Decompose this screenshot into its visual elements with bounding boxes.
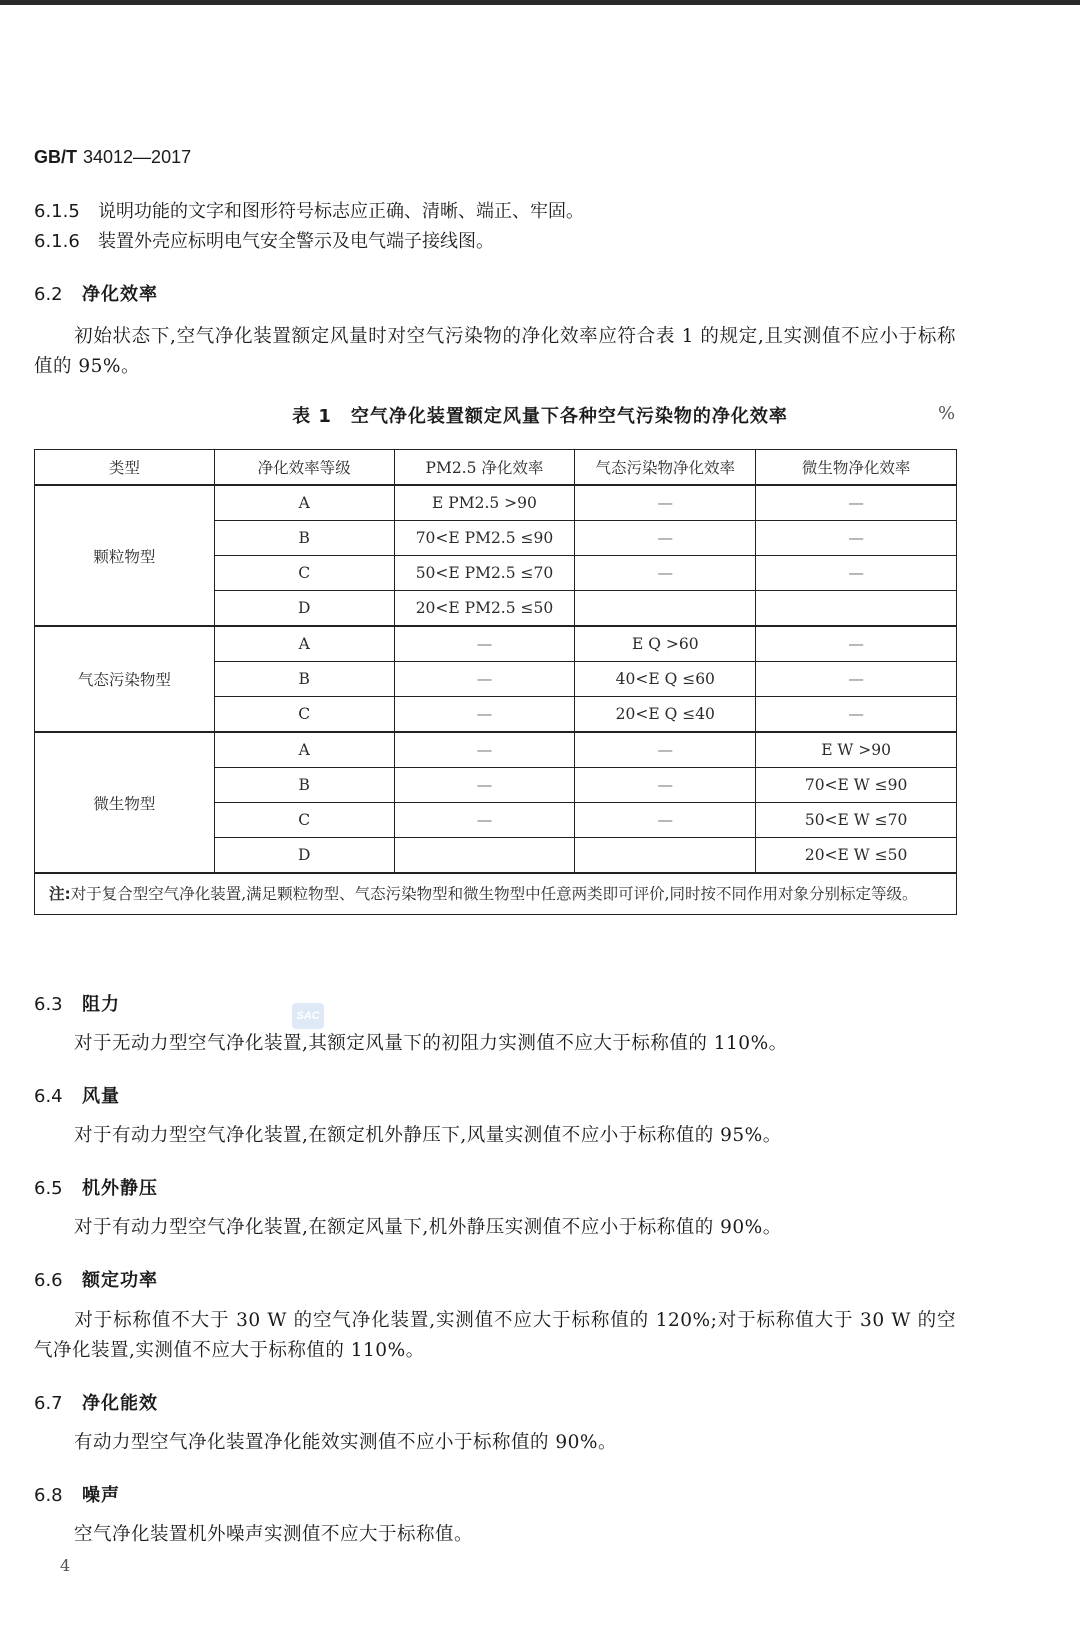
gaseous-cell <box>575 838 756 874</box>
pm25-cell: — <box>394 662 575 697</box>
table-unit: % <box>938 403 956 424</box>
microbial-cell: 70<E W ≤90 <box>756 768 957 803</box>
section-body-6-5 <box>34 1213 956 1243</box>
pm25-cell: — <box>394 697 575 733</box>
paragraph-text: 有动力型空气净化装置净化能效实测值不应小于标称值的 90%。 <box>74 1432 618 1453</box>
table-note <box>35 873 957 915</box>
gaseous-cell: — <box>575 485 756 521</box>
standard-code-prefix: GB/T <box>34 147 77 167</box>
microbial-cell: 50<E W ≤70 <box>756 803 957 838</box>
microbial-cell: — <box>756 485 957 521</box>
sac-watermark: SAC <box>292 1003 324 1029</box>
standard-code-number: 34012—2017 <box>83 147 192 167</box>
pm25-cell: — <box>394 768 575 803</box>
section-body-6-4 <box>34 1121 956 1151</box>
section-heading-6-7 <box>34 1389 158 1415</box>
type-cell: 微生物型 <box>35 732 215 873</box>
clause-text: 装置外壳应标明电气安全警示及电气端子接线图。 <box>98 231 494 252</box>
pm25-cell: 50<E PM2.5 ≤70 <box>394 556 575 591</box>
section-title: 阻力 <box>82 994 120 1015</box>
gaseous-cell: 40<E Q ≤60 <box>575 662 756 697</box>
header-type: 类型 <box>35 450 215 486</box>
grade-cell: C <box>214 803 394 838</box>
section-body-6-7 <box>34 1428 956 1458</box>
standard-code <box>34 147 191 168</box>
microbial-cell: — <box>756 626 957 662</box>
section-number: 6.2 <box>34 284 63 305</box>
grade-cell: C <box>214 556 394 591</box>
section-title: 机外静压 <box>82 1178 158 1199</box>
grade-cell: B <box>214 662 394 697</box>
table-row <box>35 732 957 768</box>
microbial-cell: — <box>756 697 957 733</box>
efficiency-table <box>34 449 957 915</box>
section-number: 6.3 <box>34 994 63 1015</box>
paragraph-text: 对于有动力型空气净化装置,在额定风量下,机外静压实测值不应小于标称值的 90%。 <box>74 1217 782 1238</box>
section-number: 6.4 <box>34 1086 63 1107</box>
section-title: 风量 <box>82 1086 120 1107</box>
section-body-6-2 <box>34 322 956 382</box>
pm25-cell: — <box>394 732 575 768</box>
pm25-cell: 20<E PM2.5 ≤50 <box>394 591 575 627</box>
table-header-row <box>35 450 957 486</box>
gaseous-cell: — <box>575 803 756 838</box>
section-number: 6.8 <box>34 1485 63 1506</box>
table-note-row <box>35 873 957 915</box>
header-grade: 净化效率等级 <box>214 450 394 486</box>
section-number: 6.6 <box>34 1270 63 1291</box>
paragraph-text: 空气净化装置机外噪声实测值不应大于标称值。 <box>74 1524 474 1545</box>
gaseous-cell: — <box>575 556 756 591</box>
section-heading-6-4 <box>34 1082 120 1108</box>
clause-number: 6.1.6 <box>34 231 80 252</box>
section-heading-6-2 <box>34 280 158 306</box>
table-row <box>35 485 957 521</box>
type-cell: 气态污染物型 <box>35 626 215 732</box>
section-body-6-8 <box>34 1520 956 1550</box>
paragraph-text: 初始状态下,空气净化装置额定风量时对空气污染物的净化效率应符合表 1 的规定,且实测值不应小于标称值的 95%。 <box>34 326 956 377</box>
grade-cell: B <box>214 521 394 556</box>
gaseous-cell: — <box>575 732 756 768</box>
page-number: 4 <box>60 1556 71 1575</box>
microbial-cell: — <box>756 662 957 697</box>
note-label: 注: <box>49 885 71 903</box>
gaseous-cell: 20<E Q ≤40 <box>575 697 756 733</box>
clause-text: 说明功能的文字和图形符号标志应正确、清晰、端正、牢固。 <box>98 201 584 222</box>
gaseous-cell: E Q >60 <box>575 626 756 662</box>
section-number: 6.5 <box>34 1178 63 1199</box>
microbial-cell: — <box>756 556 957 591</box>
header-pm25: PM2.5 净化效率 <box>394 450 575 486</box>
paragraph-text: 对于有动力型空气净化装置,在额定机外静压下,风量实测值不应小于标称值的 95%。 <box>74 1125 782 1146</box>
header-microbial: 微生物净化效率 <box>756 450 957 486</box>
section-body-6-6 <box>34 1306 956 1366</box>
gaseous-cell <box>575 591 756 627</box>
note-text: 对于复合型空气净化装置,满足颗粒物型、气态污染物型和微生物型中任意两类即可评价,同时按不同作用对象分别标定等级。 <box>70 885 918 903</box>
section-title: 噪声 <box>82 1485 120 1506</box>
section-heading-6-6 <box>34 1266 158 1292</box>
section-title: 净化能效 <box>82 1393 158 1414</box>
paragraph-text: 对于无动力型空气净化装置,其额定风量下的初阻力实测值不应大于标称值的 110%。 <box>74 1033 788 1054</box>
microbial-cell <box>756 591 957 627</box>
gaseous-cell: — <box>575 521 756 556</box>
grade-cell: A <box>214 732 394 768</box>
pm25-cell <box>394 838 575 874</box>
pm25-cell: — <box>394 626 575 662</box>
clause-6-1-6 <box>34 227 494 253</box>
microbial-cell: E W >90 <box>756 732 957 768</box>
paragraph-text: 对于标称值不大于 30 W 的空气净化装置,实测值不应大于标称值的 120%;对于标称值大于 30 W 的空气净化装置,实测值不应大于标称值的 110%。 <box>34 1310 956 1361</box>
pm25-cell: 70<E PM2.5 ≤90 <box>394 521 575 556</box>
microbial-cell: — <box>756 521 957 556</box>
section-number: 6.7 <box>34 1393 63 1414</box>
grade-cell: C <box>214 697 394 733</box>
section-title: 净化效率 <box>82 284 158 305</box>
gaseous-cell: — <box>575 768 756 803</box>
section-heading-6-5 <box>34 1174 158 1200</box>
clause-number: 6.1.5 <box>34 201 80 222</box>
top-border <box>0 0 1080 5</box>
grade-cell: D <box>214 591 394 627</box>
section-body-6-3 <box>34 1029 956 1059</box>
grade-cell: A <box>214 485 394 521</box>
header-gaseous: 气态污染物净化效率 <box>575 450 756 486</box>
pm25-cell: — <box>394 803 575 838</box>
type-cell: 颗粒物型 <box>35 485 215 626</box>
pm25-cell: E PM2.5 >90 <box>394 485 575 521</box>
table-title: 表 1 空气净化装置额定风量下各种空气污染物的净化效率 <box>292 406 788 427</box>
section-heading-6-8 <box>34 1481 120 1507</box>
section-title: 额定功率 <box>82 1270 158 1291</box>
grade-cell: A <box>214 626 394 662</box>
clause-6-1-5 <box>34 197 584 223</box>
microbial-cell: 20<E W ≤50 <box>756 838 957 874</box>
section-heading-6-3 <box>34 990 120 1016</box>
grade-cell: D <box>214 838 394 874</box>
table-row <box>35 626 957 662</box>
grade-cell: B <box>214 768 394 803</box>
